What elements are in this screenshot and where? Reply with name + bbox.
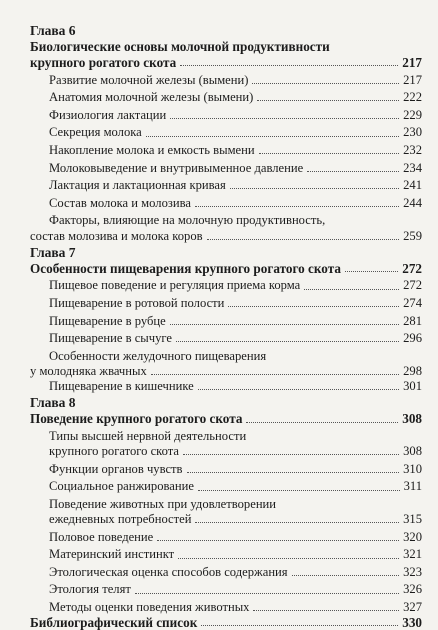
entry-title: Этологическая оценка способов содержания — [49, 564, 288, 579]
toc-entry — [30, 565, 422, 580]
entry-title: Пищеварение в рубце — [49, 313, 166, 328]
toc-entry — [30, 229, 422, 244]
dot-leader — [195, 521, 399, 523]
entry-title: Молоковыведение и внутривыменное давление — [49, 160, 304, 175]
page-number: 296 — [403, 331, 422, 346]
toc-entry — [30, 530, 422, 545]
dot-leader — [195, 205, 399, 207]
toc-entry — [30, 73, 422, 88]
toc-entry — [30, 196, 422, 211]
toc-entry — [30, 296, 422, 311]
entry-title: Пищеварение в ротовой полости — [49, 295, 225, 310]
toc-entry-line1: Типы высшей нервной деятельности — [49, 428, 247, 443]
page-number: 274 — [403, 295, 422, 310]
page-number: 330 — [402, 615, 422, 630]
dot-leader — [259, 152, 400, 154]
toc-entry — [30, 108, 422, 123]
chapter-8-section-title — [30, 411, 422, 426]
entry-title: Секреция молока — [49, 125, 142, 140]
table-of-contents — [30, 22, 422, 630]
entry-title: Пищеварение в сычуге — [49, 331, 172, 346]
dot-leader — [304, 288, 399, 290]
dot-leader — [307, 170, 399, 172]
toc-entry — [30, 444, 422, 459]
page-number: 320 — [403, 529, 422, 544]
toc-entry-line1: Особенности желудочного пищеварения — [49, 348, 267, 363]
dot-leader — [228, 305, 399, 307]
entry-title: Развитие молочной железы (вымени) — [49, 72, 249, 87]
section-title: Поведение крупного рогатого скота — [30, 411, 243, 427]
dot-leader — [246, 421, 398, 423]
dot-leader — [146, 135, 399, 137]
page-number: 272 — [402, 260, 422, 276]
toc-entry — [30, 314, 422, 329]
entry-title: Пищевое поведение и регуляция приема корма — [49, 278, 301, 293]
toc-entry — [30, 278, 422, 293]
page-number: 308 — [403, 444, 422, 459]
page-number: 234 — [403, 160, 422, 175]
dot-leader — [253, 609, 399, 611]
entry-title: Функции органов чувств — [49, 461, 183, 476]
entry-title: Состав молока и молозива — [49, 195, 191, 210]
entry-title: Социальное ранжирование — [49, 479, 194, 494]
dot-leader — [201, 624, 398, 626]
entry-title-line2: состав молозива и молока коров — [30, 228, 203, 243]
toc-entry — [30, 582, 422, 597]
entry-title: Лактация и лактационная кривая — [49, 178, 226, 193]
chapter-7-heading: Глава 7 — [30, 244, 76, 260]
toc-entry — [30, 547, 422, 562]
page-number: 217 — [402, 55, 422, 70]
toc-entry — [30, 161, 422, 176]
page-number: 310 — [403, 461, 422, 476]
toc-entry — [30, 512, 422, 527]
dot-leader — [151, 373, 399, 375]
dot-leader — [157, 539, 399, 541]
page-number: 308 — [402, 411, 422, 427]
page-number: 323 — [403, 564, 422, 579]
bibliography-entry — [30, 615, 422, 630]
page-number: 298 — [403, 363, 422, 378]
chapter-6-heading: Глава 6 — [30, 23, 76, 38]
entry-title: Этология телят — [49, 582, 131, 597]
toc-entry — [30, 143, 422, 158]
page-number: 241 — [403, 178, 422, 193]
page-number: 232 — [403, 142, 422, 157]
entry-title: Накопление молока и емкость вымени — [49, 142, 255, 157]
toc-entry — [30, 90, 422, 105]
entry-title: Половое поведение — [49, 529, 154, 544]
page-number: 222 — [403, 90, 422, 105]
page-number: 229 — [403, 107, 422, 122]
chapter-8-heading: Глава 8 — [30, 395, 76, 411]
entry-title: Материнский инстинкт — [49, 547, 175, 562]
dot-leader — [230, 187, 399, 189]
entry-title-line2: ежедневных потребностей — [49, 512, 192, 527]
page-number: 315 — [403, 512, 422, 527]
page-number: 326 — [403, 582, 422, 597]
entry-title: Методы оценки поведения животных — [49, 600, 250, 615]
dot-leader — [178, 557, 399, 559]
entry-title: Пищеварение в кишечнике — [49, 379, 194, 394]
dot-leader — [187, 471, 400, 473]
dot-leader — [135, 592, 399, 594]
toc-entry — [30, 462, 422, 477]
section-title-line2: крупного рогатого скота — [30, 55, 177, 70]
chapter-7-section-title — [30, 261, 422, 276]
page-number: 230 — [403, 125, 422, 140]
section-title: Особенности пищеварения крупного рогатого скота — [30, 260, 341, 276]
bibliography-title: Библиографический список — [30, 615, 198, 630]
toc-entry — [30, 600, 422, 615]
dot-leader — [198, 388, 399, 390]
chapter-6-section-title — [30, 55, 422, 70]
entry-title: Физиология лактации — [49, 107, 167, 122]
toc-entry — [30, 331, 422, 346]
dot-leader — [183, 453, 399, 455]
toc-entry — [30, 379, 422, 394]
page-number: 321 — [403, 547, 422, 562]
toc-entry — [30, 125, 422, 140]
page-number: 244 — [403, 195, 422, 210]
chapter-6-section-title-line1: Биологические основы молочной продуктивности — [30, 39, 330, 54]
entry-title: Анатомия молочной железы (вымени) — [49, 90, 254, 105]
entry-title-line2: у молодняка жвачных — [30, 363, 147, 378]
page-number: 217 — [403, 72, 422, 87]
entry-title-line2: крупного рогатого скота — [49, 444, 180, 459]
toc-entry-line1: Факторы, влияющие на молочную продуктивность, — [49, 213, 326, 228]
toc-entry — [30, 364, 422, 379]
dot-leader — [198, 489, 400, 491]
dot-leader — [345, 270, 398, 272]
toc-entry — [30, 178, 422, 193]
dot-leader — [252, 82, 399, 84]
page-number: 327 — [403, 600, 422, 615]
page-number: 259 — [403, 228, 422, 243]
page-number: 301 — [403, 379, 422, 394]
page-number: 272 — [403, 278, 422, 293]
dot-leader — [180, 64, 398, 66]
dot-leader — [170, 323, 399, 325]
toc-entry — [30, 479, 422, 494]
dot-leader — [257, 99, 399, 101]
dot-leader — [176, 340, 399, 342]
toc-entry-line1: Поведение животных при удовлетворении — [49, 496, 277, 511]
dot-leader — [292, 574, 400, 576]
page-number: 311 — [403, 479, 422, 494]
dot-leader — [207, 238, 400, 240]
dot-leader — [170, 117, 399, 119]
page-number: 281 — [403, 313, 422, 328]
